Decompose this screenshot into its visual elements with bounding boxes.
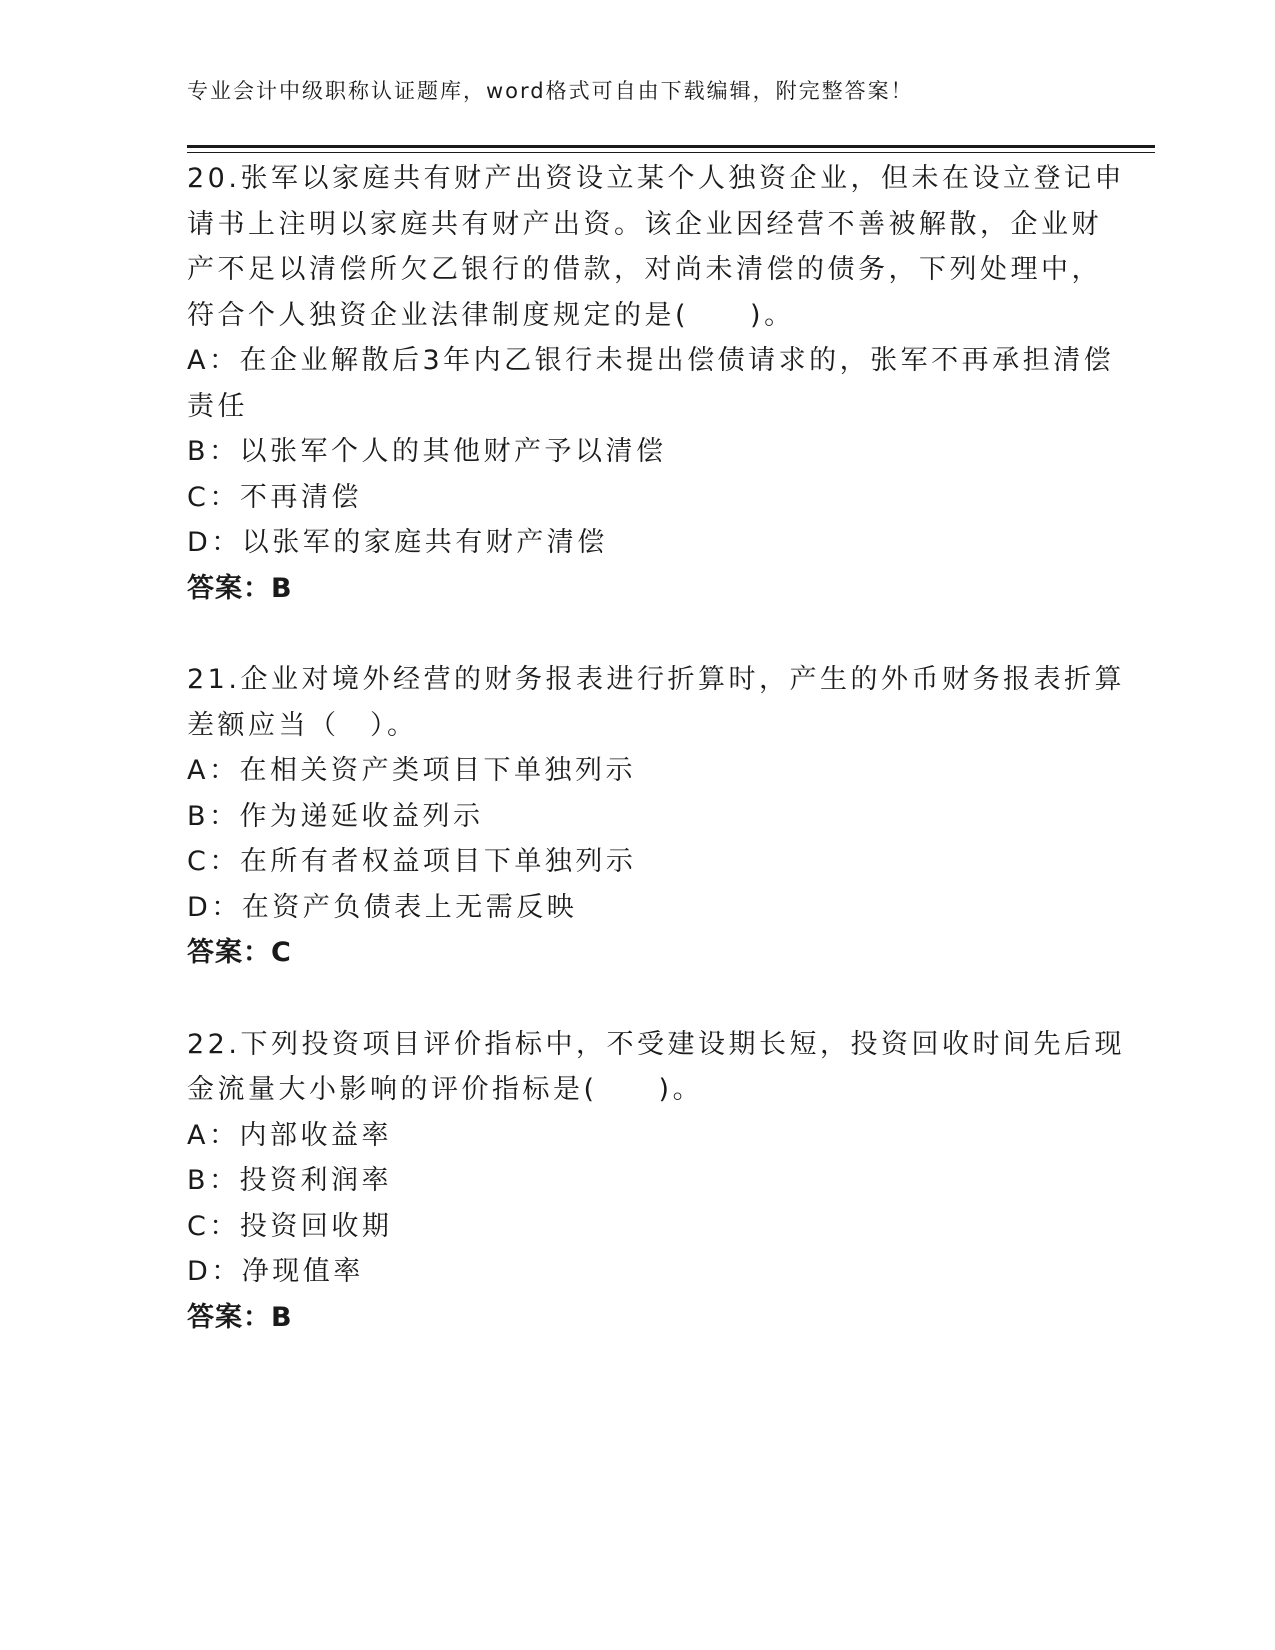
question-20 (187, 156, 1125, 611)
question-stem-line: 20.张军以家庭共有财产出资设立某个人独资企业，但未在设立登记申 (187, 163, 1125, 194)
option-a: A：在相关资产类项目下单独列示 (187, 755, 636, 786)
option-d: D：净现值率 (187, 1256, 364, 1287)
option-b: B：投资利润率 (187, 1165, 393, 1196)
option-c: C：在所有者权益项目下单独列示 (187, 846, 637, 877)
question-stem-line: 请书上注明以家庭共有财产出资。该企业因经营不善被解散，企业财 (187, 208, 1102, 240)
option-b: B：作为递延收益列示 (187, 800, 484, 832)
question-stem-line: 金流量大小影响的评价指标是( )。 (187, 1074, 704, 1105)
page-header: 专业会计中级职称认证题库，word格式可自由下载编辑，附完整答案！ (187, 79, 914, 103)
question-stem-line: 产不足以清偿所欠乙银行的借款，对尚未清偿的债务，下列处理中， (187, 254, 1102, 285)
question-stem-line: 21.企业对境外经营的财务报表进行折算时，产生的外币财务报表折算 (187, 664, 1125, 695)
question-21 (187, 657, 1125, 976)
option-c: C：投资回收期 (187, 1210, 393, 1242)
question-stem-line: 差额应当（ ）。 (187, 709, 418, 741)
answer-label: 答案：B (187, 572, 293, 604)
option-a-continued: 责任 (187, 390, 248, 422)
question-22 (187, 1022, 1125, 1341)
answer-label: 答案：C (187, 937, 292, 968)
option-a: A：内部收益率 (187, 1119, 392, 1151)
header-rule-thin (187, 152, 1155, 153)
option-d: D：以张军的家庭共有财产清偿 (187, 527, 608, 558)
option-b: B：以张军个人的其他财产予以清偿 (187, 436, 667, 467)
option-d: D：在资产负债表上无需反映 (187, 891, 578, 923)
option-a: A：在企业解散后3年内乙银行未提出偿债请求的，张军不再承担清偿 (187, 345, 1115, 376)
option-c: C：不再清偿 (187, 481, 362, 513)
answer-label: 答案：B (187, 1301, 293, 1333)
question-list (187, 156, 1125, 1386)
question-stem-line: 22.下列投资项目评价指标中，不受建设期长短，投资回收时间先后现 (187, 1028, 1125, 1060)
question-stem-line: 符合个人独资企业法律制度规定的是( )。 (187, 299, 795, 331)
header-rule-thick (187, 145, 1155, 148)
